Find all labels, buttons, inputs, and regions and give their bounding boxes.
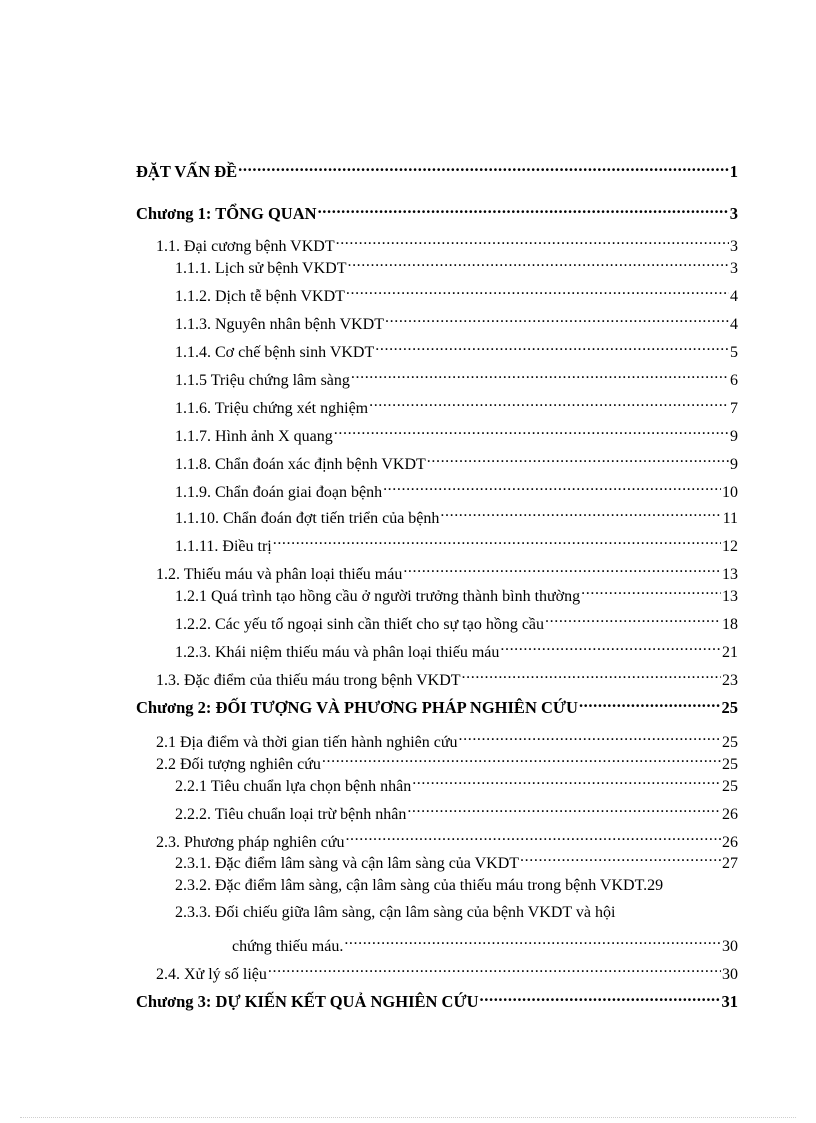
toc-entry-title: 1.1. Đại cương bệnh VKDT	[156, 238, 335, 255]
toc-entry-page: 26	[722, 806, 738, 823]
toc-entry-title: 1.1.7. Hình ảnh X quang	[175, 428, 333, 445]
dot-leader	[347, 253, 729, 273]
toc-entry-title: chứng thiếu máu.	[232, 938, 344, 955]
toc-entry-chuong-2[interactable]	[136, 693, 738, 717]
dot-leader	[407, 799, 721, 819]
toc-entry-page: 25	[722, 734, 738, 751]
dot-leader	[500, 637, 721, 657]
toc-entry-1-1[interactable]	[156, 231, 738, 255]
dot-leader	[545, 609, 721, 629]
toc-entry-1-1-4[interactable]	[175, 337, 738, 361]
toc-entry-chuong-3[interactable]	[136, 987, 738, 1011]
toc-entry-page: 3	[729, 204, 738, 223]
dot-leader	[403, 559, 721, 579]
dot-leader	[268, 959, 721, 979]
toc-entry-title: 2.3.1. Đặc điểm lâm sàng và cận lâm sàng của VKDT	[175, 855, 520, 872]
toc-entry-page: 13	[722, 566, 738, 583]
toc-entry-2-2-2[interactable]	[175, 799, 738, 823]
toc-entry-1-1-6[interactable]	[175, 393, 738, 417]
toc-entry-page: 27	[722, 855, 738, 872]
toc-entry-title: 2.2.1 Tiêu chuẩn lựa chọn bệnh nhân	[175, 778, 412, 795]
toc-entry-title: 1.1.6. Triệu chứng xét nghiệm	[175, 400, 369, 417]
toc-entry-title: 1.2. Thiếu máu và phân loại thiếu máu	[156, 566, 403, 583]
dot-leader	[351, 365, 729, 385]
toc-entry-title: 1.1.8. Chẩn đoán xác định bệnh VKDT	[175, 456, 426, 473]
dot-leader	[412, 771, 721, 791]
toc-entry-2-3[interactable]	[156, 827, 738, 851]
dot-leader	[344, 931, 721, 951]
toc-entry-title: 2.1 Địa điểm và thời gian tiến hành nghiên cứu	[156, 734, 458, 751]
toc-entry-title: 2.3.3. Đối chiếu giữa lâm sàng, cận lâm sàng của bệnh VKDT và hội	[175, 904, 616, 921]
toc-entry-1-2[interactable]	[156, 559, 738, 583]
toc-entry-title: 1.1.10. Chẩn đoán đợt tiến triển của bệnh	[175, 510, 440, 527]
toc-entry-page: 6	[730, 372, 738, 389]
toc-entry-1-1-9[interactable]	[175, 477, 738, 501]
toc-entry-title: 1.3. Đặc điểm của thiếu máu trong bệnh VKDT	[156, 672, 461, 689]
toc-entry-title: 2.3.2. Đặc điểm lâm sàng, cận lâm sàng của thiếu máu trong bệnh VKDT.	[175, 877, 648, 894]
dot-leader	[334, 421, 729, 441]
toc-entry-page: 1	[729, 162, 738, 181]
toc-entry-title: 1.1.9. Chẩn đoán giai đoạn bệnh	[175, 484, 383, 501]
toc-entry-page: 12	[722, 538, 738, 555]
toc-entry-1-1-2[interactable]	[175, 281, 738, 305]
toc-entry-page: 3	[730, 238, 738, 255]
dot-leader	[318, 199, 729, 219]
toc-entry-title: 1.1.4. Cơ chế bệnh sinh VKDT	[175, 344, 375, 361]
dot-leader	[375, 337, 729, 357]
toc-entry-page: 9	[730, 428, 738, 445]
toc-entry-1-1-10[interactable]	[175, 503, 738, 527]
toc-entry-page: 4	[730, 288, 738, 305]
toc-entry-page: 13	[722, 588, 738, 605]
toc-entry-1-1-3[interactable]	[175, 309, 738, 333]
toc-entry-title: 1.1.11. Điều trị	[175, 538, 272, 555]
toc-entry-page: 18	[722, 616, 738, 633]
dot-leader	[273, 531, 721, 551]
toc-entry-1-1-11[interactable]	[175, 531, 738, 555]
toc-entry-page: 31	[721, 992, 738, 1011]
toc-entry-2-3-2[interactable]	[175, 876, 738, 896]
dot-leader	[345, 827, 721, 847]
dot-leader	[480, 987, 721, 1007]
toc-entry-page: 7	[730, 400, 738, 417]
toc-entry-1-1-7[interactable]	[175, 421, 738, 445]
toc-entry-1-1-1[interactable]	[175, 253, 738, 277]
dot-leader	[440, 503, 721, 523]
toc-entry-page: 11	[722, 510, 738, 527]
toc-entry-page: 9	[730, 456, 738, 473]
toc-entry-2-3-3-continued[interactable]	[232, 931, 738, 955]
toc-entry-title: 2.2 Đối tượng nghiên cứu	[156, 756, 321, 773]
toc-entry-page: 10	[722, 484, 738, 501]
dot-leader	[581, 581, 721, 601]
toc-entry-page: 25	[722, 756, 738, 773]
toc-entry-page: 29	[647, 877, 664, 894]
toc-entry-1-3[interactable]	[156, 665, 738, 689]
dot-leader	[238, 157, 729, 177]
toc-entry-page: 25	[722, 778, 738, 795]
toc-entry-title: ĐẶT VẤN ĐỀ	[136, 162, 238, 181]
toc-entry-1-2-2[interactable]	[175, 609, 738, 633]
toc-entry-2-2[interactable]	[156, 749, 738, 773]
toc-entry-page: 26	[722, 834, 738, 851]
toc-entry-page: 3	[730, 260, 738, 277]
dot-leader	[520, 848, 721, 868]
toc-entry-title: 1.1.1. Lịch sử bệnh VKDT	[175, 260, 347, 277]
dot-leader	[369, 393, 729, 413]
toc-entry-title: 1.1.3. Nguyên nhân bệnh VKDT	[175, 316, 385, 333]
toc-entry-title: Chương 3: DỰ KIẾN KẾT QUẢ NGHIÊN CỨU	[136, 992, 479, 1011]
toc-entry-2-1[interactable]	[156, 727, 738, 751]
toc-entry-2-3-3[interactable]	[175, 903, 615, 923]
dot-leader	[346, 281, 729, 301]
toc-entry-title: 2.3. Phương pháp nghiên cứu	[156, 834, 345, 851]
toc-entry-page: 4	[730, 316, 738, 333]
toc-entry-title: Chương 1: TỔNG QUAN	[136, 204, 317, 223]
toc-entry-1-1-5[interactable]	[175, 365, 738, 389]
dot-leader	[459, 727, 721, 747]
toc-entry-1-2-3[interactable]	[175, 637, 738, 661]
page-bottom-rule	[20, 1117, 796, 1120]
dot-leader	[427, 449, 729, 469]
toc-entry-dat-van-de[interactable]	[136, 157, 738, 181]
dot-leader	[385, 309, 729, 329]
dot-leader	[462, 665, 721, 685]
toc-entry-2-3-1[interactable]	[175, 848, 738, 872]
toc-entry-title: Chương 2: ĐỐI TƯỢNG VÀ PHƯƠNG PHÁP NGHIÊN CỨU	[136, 698, 578, 717]
toc-entry-2-2-1[interactable]	[175, 771, 738, 795]
toc-entry-page: 25	[721, 698, 738, 717]
toc-entry-2-4[interactable]	[156, 959, 738, 983]
toc-entry-page: 23	[722, 672, 738, 689]
toc-entry-chuong-1[interactable]	[136, 199, 738, 223]
toc-entry-title: 1.1.2. Dịch tễ bệnh VKDT	[175, 288, 345, 305]
toc-entry-title: 1.1.5 Triệu chứng lâm sàng	[175, 372, 350, 389]
toc-entry-page: 21	[722, 644, 738, 661]
dot-leader	[322, 749, 721, 769]
dot-leader	[336, 231, 729, 251]
dot-leader	[579, 693, 721, 713]
toc-entry-page: 30	[722, 938, 738, 955]
toc-entry-title: 1.2.2. Các yếu tố ngoại sinh cần thiết cho sự tạo hồng cầu	[175, 616, 545, 633]
toc-entry-title: 1.2.3. Khái niệm thiếu máu và phân loại thiếu máu	[175, 644, 500, 661]
toc-entry-title: 2.2.2. Tiêu chuẩn loại trừ bệnh nhân	[175, 806, 407, 823]
toc-entry-page: 5	[730, 344, 738, 361]
toc-entry-title: 2.4. Xử lý số liệu	[156, 966, 267, 983]
toc-entry-title: 1.2.1 Quá trình tạo hồng cầu ở người trưởng thành bình thường	[175, 588, 581, 605]
toc-entry-1-1-8[interactable]	[175, 449, 738, 473]
dot-leader	[383, 477, 721, 497]
toc-entry-page: 30	[722, 966, 738, 983]
toc-entry-1-2-1[interactable]	[175, 581, 738, 605]
